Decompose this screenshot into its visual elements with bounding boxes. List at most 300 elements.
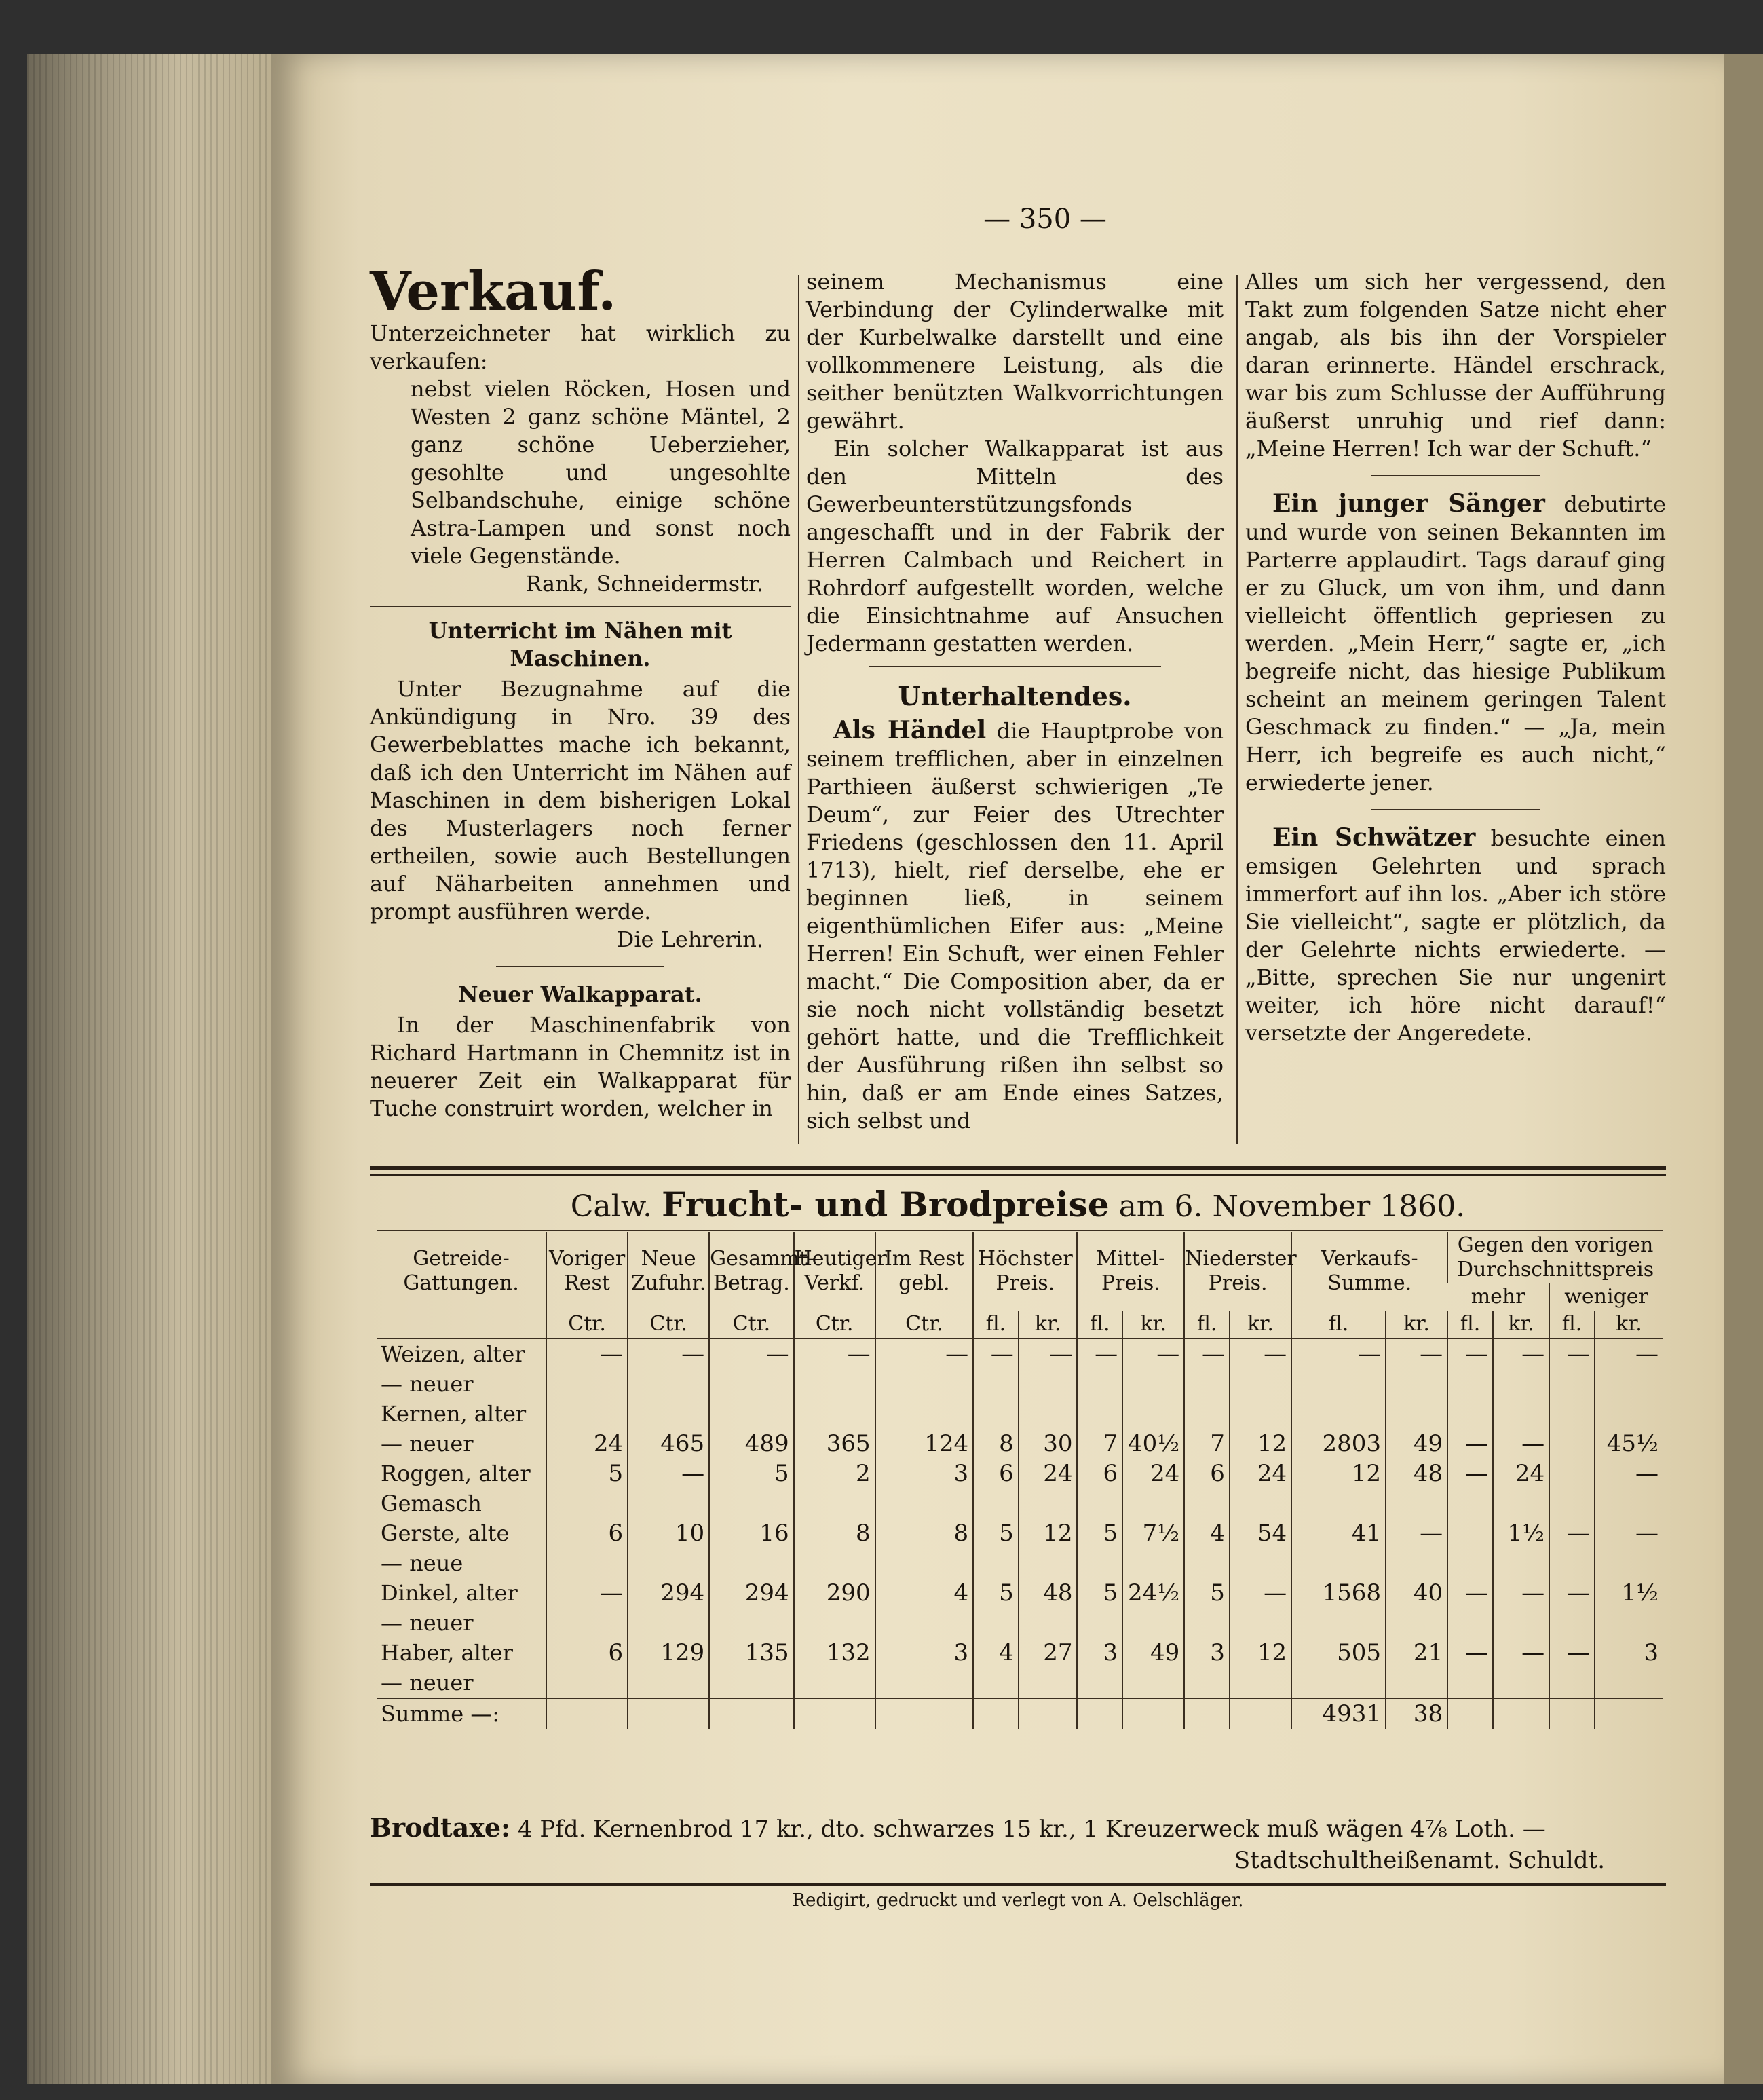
table-cell: 3 <box>875 1459 973 1488</box>
row-label: — neuer <box>381 1670 474 1695</box>
header-voriger-rest: Voriger Rest <box>546 1232 628 1311</box>
table-cell: 5 <box>1184 1578 1230 1608</box>
table-cell: — <box>628 1459 709 1488</box>
row-label: Summe —: <box>377 1698 546 1729</box>
table-cell: 1568 <box>1291 1578 1386 1608</box>
header-mittel: Mittel-Preis. <box>1077 1232 1184 1311</box>
table-cell: — <box>1077 1338 1122 1369</box>
table-cell: — <box>1595 1459 1663 1488</box>
table-cell <box>1230 1668 1291 1698</box>
table-units-row <box>377 1311 1663 1338</box>
table-cell <box>1447 1518 1493 1548</box>
divider <box>1371 809 1540 810</box>
table-cell <box>1291 1488 1386 1518</box>
unit-cell: kr. <box>1122 1311 1184 1338</box>
table-cell <box>1019 1608 1078 1638</box>
table-cell <box>794 1668 875 1698</box>
table-cell <box>1230 1369 1291 1399</box>
table-cell: 6 <box>1184 1459 1230 1488</box>
walk-paragraph-2: Ein solcher Walkapparat ist aus den Mitteln des Gewerbeunterstützungsfonds angeschafft und in der Fabrik der Herren Calmbach und Reichert in Rohrdorf aufgestellt worden, welche die Einsichtnahme auf Ansuchen Jedermann gestatten werden. <box>806 436 1224 656</box>
table-cell: 12 <box>1019 1518 1078 1548</box>
table-row <box>377 1488 1663 1518</box>
table-cell: 290 <box>794 1578 875 1608</box>
table-cell <box>1077 1399 1122 1429</box>
table-cell <box>1184 1668 1230 1698</box>
title-date: am 6. November 1860. <box>1118 1189 1466 1224</box>
table-cell: 7 <box>1184 1429 1230 1459</box>
table-cell: 6 <box>546 1638 628 1668</box>
table-cell <box>1184 1488 1230 1518</box>
header-niederster: Niederster Preis. <box>1184 1232 1291 1311</box>
unit-cell: Ctr. <box>546 1311 628 1338</box>
table-cell <box>1230 1488 1291 1518</box>
unit-cell: Ctr. <box>794 1311 875 1338</box>
verkauf-body: nebst vielen Röcken, Hosen und Westen 2 ganz schöne Mäntel, 2 ganz schöne Ueberzieher, gesohlte und ungesohlte Selbandschuhe, einige schöne Astra-Lampen und sonst noch viele Gegenstände. <box>411 376 791 569</box>
table-row <box>377 1399 1663 1429</box>
divider <box>370 606 791 607</box>
table-cell <box>1447 1608 1493 1638</box>
table-row <box>377 1429 1663 1459</box>
table-cell <box>1230 1548 1291 1578</box>
table-cell <box>1493 1608 1549 1638</box>
table-cell: 16 <box>709 1518 793 1548</box>
unterricht-body: Unter Bezugnahme auf die Ankündigung in Nro. 39 des Gewerbeblattes mache ich bekannt, daß ich den Unterricht im Nähen auf Maschinen in dem bisherigen Lokal des Musterlagers noch ferner ertheilen, sowie auch Bestellungen auf Näharbeiten annehmen und prompt ausführen werde. <box>370 676 791 924</box>
table-cell: — <box>1386 1338 1447 1369</box>
title-main: Frucht- und Brodpreise <box>662 1184 1110 1224</box>
verkauf-signature: Rank, Schneidermstr. <box>525 571 763 597</box>
schwaetzer-body: besuchte einen emsigen Gelehrten und sprach immerfort auf ihn los. „Aber ich störe Sie vielleicht“, sagte er plötzlich, da der Gelehrte nichts erwiederte. — „Bitte, sprechen Sie nur ungenirt weiter, ich höre nicht darauf!“ versetzte der Angeredete. <box>1245 825 1666 1046</box>
table-cell <box>1291 1608 1386 1638</box>
table-cell <box>1549 1698 1595 1729</box>
table-cell: — <box>1122 1338 1184 1369</box>
table-cell <box>546 1548 628 1578</box>
table-cell: — <box>1549 1638 1595 1668</box>
table-cell <box>1549 1399 1595 1429</box>
unit-cell: fl. <box>1549 1311 1595 1338</box>
header-mehr: mehr <box>1471 1285 1525 1309</box>
table-cell: — <box>1230 1338 1291 1369</box>
table-cell <box>1595 1668 1663 1698</box>
unit-cell: fl. <box>1184 1311 1230 1338</box>
table-cell <box>794 1488 875 1518</box>
table-cell: — <box>875 1338 973 1369</box>
table-cell: 27 <box>1019 1638 1078 1668</box>
table-cell: 4 <box>973 1638 1019 1668</box>
table-cell <box>628 1608 709 1638</box>
table-cell <box>1447 1668 1493 1698</box>
table-cell <box>973 1698 1019 1729</box>
column-3 <box>1245 268 1666 1047</box>
table-cell <box>875 1369 973 1399</box>
table-cell <box>1386 1369 1447 1399</box>
price-table <box>377 1232 1663 1729</box>
table-cell: 40½ <box>1122 1429 1184 1459</box>
table-cell <box>875 1608 973 1638</box>
table-cell: 5 <box>1077 1578 1122 1608</box>
table-cell: 465 <box>628 1429 709 1459</box>
table-cell: 3 <box>875 1638 973 1668</box>
table-cell: 5 <box>973 1518 1019 1548</box>
table-cell <box>1291 1399 1386 1429</box>
table-cell: — <box>1493 1638 1549 1668</box>
table-cell: — <box>1447 1638 1493 1668</box>
table-cell <box>1386 1488 1447 1518</box>
table-cell: 5 <box>546 1459 628 1488</box>
brodtaxe-line <box>370 1812 1666 1845</box>
table-cell: 41 <box>1291 1518 1386 1548</box>
table-cell: 505 <box>1291 1638 1386 1668</box>
table-cell <box>1230 1698 1291 1729</box>
table-cell <box>1184 1698 1230 1729</box>
table-cell <box>1595 1608 1663 1638</box>
page-number: — 350 — <box>983 204 1107 235</box>
table-cell: 45½ <box>1595 1429 1663 1459</box>
table-cell <box>546 1369 628 1399</box>
table-cell: 49 <box>1122 1638 1184 1668</box>
table-cell: 365 <box>794 1429 875 1459</box>
unit-cell: fl. <box>1447 1311 1493 1338</box>
table-cell <box>1549 1668 1595 1698</box>
table-cell <box>973 1399 1019 1429</box>
table-cell: — <box>1493 1578 1549 1608</box>
table-cell: 24 <box>546 1429 628 1459</box>
row-label: Haber, alter <box>381 1640 513 1666</box>
table-cell <box>709 1698 793 1729</box>
table-cell <box>973 1548 1019 1578</box>
unit-cell: Ctr. <box>709 1311 793 1338</box>
header-heutiger: Heutiger Verkf. <box>794 1232 875 1311</box>
table-cell <box>709 1548 793 1578</box>
table-cell: 5 <box>973 1578 1019 1608</box>
table-top-rule-thick <box>370 1166 1666 1170</box>
unit-cell: fl. <box>1077 1311 1122 1338</box>
title-place: Calw. <box>570 1189 653 1224</box>
walk-body: In der Maschinenfabrik von Richard Hartmann in Chemnitz ist in neuerer Zeit ein Walkapparat für Tuche construirt worden, welcher in <box>370 1012 791 1121</box>
table-cell <box>1019 1548 1078 1578</box>
header-gesammt: Gesammt-Betrag. <box>709 1232 793 1311</box>
table-cell <box>1447 1369 1493 1399</box>
unit-cell: kr. <box>1386 1311 1447 1338</box>
schwaetzer-lead: Ein Schwätzer <box>1272 823 1476 852</box>
table-cell <box>709 1369 793 1399</box>
walk-continued: seinem Mechanismus eine Verbindung der Cylinderwalke mit der Kurbelwalke darstellt und eine vollkommenere Leistung, als die seither benützten Walkvorrichtungen gewährt. <box>806 269 1224 434</box>
table-cell: 294 <box>709 1578 793 1608</box>
table-cell <box>1077 1608 1122 1638</box>
table-cell <box>1230 1608 1291 1638</box>
table-cell: 4931 <box>1291 1698 1386 1729</box>
table-cell: 40 <box>1386 1578 1447 1608</box>
table-cell: 3 <box>1184 1638 1230 1668</box>
table-cell <box>1549 1548 1595 1578</box>
table-cell <box>1447 1399 1493 1429</box>
brodtaxe-text: 4 Pfd. Kernenbrod 17 kr., dto. schwarzes 15 kr., 1 Kreuzerweck muß wägen 4⅞ Loth. — <box>517 1816 1546 1843</box>
table-cell <box>1493 1548 1549 1578</box>
table-row <box>377 1698 1663 1729</box>
column-2 <box>806 268 1224 1135</box>
header-summe: Verkaufs-Summe. <box>1291 1232 1447 1311</box>
table-cell: 6 <box>546 1518 628 1548</box>
unit-cell: fl. <box>973 1311 1019 1338</box>
table-cell <box>1184 1608 1230 1638</box>
table-cell: 7½ <box>1122 1518 1184 1548</box>
table-cell <box>1184 1399 1230 1429</box>
table-cell: 1½ <box>1493 1518 1549 1548</box>
table-cell <box>1122 1399 1184 1429</box>
brodtaxe-label: Brodtaxe: <box>370 1812 511 1843</box>
table-cell: 3 <box>1595 1638 1663 1668</box>
table-cell <box>1077 1488 1122 1518</box>
table-cell: 3 <box>1077 1638 1122 1668</box>
unit-cell: kr. <box>1493 1311 1549 1338</box>
table-cell <box>1386 1399 1447 1429</box>
table-cell: 6 <box>973 1459 1019 1488</box>
table-cell: 48 <box>1386 1459 1447 1488</box>
table-cell: — <box>1230 1578 1291 1608</box>
table-cell <box>1549 1488 1595 1518</box>
table-cell: — <box>546 1578 628 1608</box>
table-cell: — <box>628 1338 709 1369</box>
row-label: — neuer <box>381 1431 474 1457</box>
table-cell <box>709 1399 793 1429</box>
book-edge-right <box>1724 54 1763 2084</box>
column-rule <box>1236 275 1238 1144</box>
table-cell <box>1447 1698 1493 1729</box>
unterricht-heading: Unterricht im Nähen mit Maschinen. <box>428 618 732 671</box>
table-cell: 4 <box>1184 1518 1230 1548</box>
table-cell <box>1230 1399 1291 1429</box>
footer-rule <box>370 1883 1666 1886</box>
table-cell <box>628 1369 709 1399</box>
row-label: — neuer <box>381 1371 474 1397</box>
table-cell <box>628 1668 709 1698</box>
table-cell <box>1447 1548 1493 1578</box>
table-header-row <box>377 1232 1663 1283</box>
table-cell <box>709 1488 793 1518</box>
table-cell <box>1019 1698 1078 1729</box>
table-cell <box>875 1698 973 1729</box>
table-cell <box>1122 1608 1184 1638</box>
table-cell: 294 <box>628 1578 709 1608</box>
table-cell <box>1184 1369 1230 1399</box>
column-rule <box>798 275 799 1144</box>
table-cell <box>628 1488 709 1518</box>
unit-cell: fl. <box>1291 1311 1386 1338</box>
table-cell <box>1019 1369 1078 1399</box>
table-cell <box>628 1548 709 1578</box>
header-neue-zufuhr: Neue Zufuhr. <box>628 1232 709 1311</box>
row-label: Roggen, alter <box>381 1461 531 1486</box>
row-label: Weizen, alter <box>381 1341 525 1367</box>
table-cell <box>1549 1369 1595 1399</box>
table-cell <box>1122 1488 1184 1518</box>
row-label: — neuer <box>381 1610 474 1636</box>
table-cell <box>794 1698 875 1729</box>
table-cell <box>973 1488 1019 1518</box>
table-cell: 135 <box>709 1638 793 1668</box>
table-rule <box>377 1230 1663 1231</box>
table-cell: 8 <box>875 1518 973 1548</box>
book-edge-left <box>27 54 285 2084</box>
unit-cell: Ctr. <box>875 1311 973 1338</box>
table-cell: 4 <box>875 1578 973 1608</box>
table-cell <box>973 1668 1019 1698</box>
table-cell <box>794 1608 875 1638</box>
table-cell <box>1077 1668 1122 1698</box>
table-cell: — <box>1019 1338 1078 1369</box>
table-cell: 24 <box>1230 1459 1291 1488</box>
table-row <box>377 1459 1663 1488</box>
table-cell <box>973 1369 1019 1399</box>
table-cell: — <box>1386 1518 1447 1548</box>
table-cell <box>628 1399 709 1429</box>
imprint: Redigirt, gedruckt und verlegt von A. Oelschläger. <box>792 1890 1244 1911</box>
saenger-lead: Ein junger Sänger <box>1272 489 1545 518</box>
table-cell: 8 <box>973 1429 1019 1459</box>
table-cell: 7 <box>1077 1429 1122 1459</box>
table-cell: 24 <box>1122 1459 1184 1488</box>
table-cell <box>1291 1668 1386 1698</box>
table-cell: — <box>1291 1338 1386 1369</box>
table-row <box>377 1668 1663 1698</box>
table-cell <box>1019 1668 1078 1698</box>
table-cell: 489 <box>709 1429 793 1459</box>
table-cell <box>1493 1668 1549 1698</box>
table-cell: — <box>1549 1578 1595 1608</box>
table-cell <box>1122 1668 1184 1698</box>
verkauf-title: Verkauf. <box>370 261 617 322</box>
brodtaxe-signature: Stadtschultheißenamt. Schuldt. <box>1234 1847 1605 1874</box>
table-cell <box>973 1608 1019 1638</box>
divider <box>496 966 664 967</box>
table-cell <box>875 1488 973 1518</box>
table-cell <box>1386 1608 1447 1638</box>
table-cell <box>1549 1608 1595 1638</box>
table-cell: 12 <box>1230 1638 1291 1668</box>
table-cell: 21 <box>1386 1638 1447 1668</box>
table-cell: 5 <box>709 1459 793 1488</box>
table-cell <box>546 1488 628 1518</box>
table-cell: — <box>1595 1518 1663 1548</box>
table-cell <box>1549 1459 1595 1488</box>
table-cell: 12 <box>1230 1429 1291 1459</box>
table-cell <box>1077 1369 1122 1399</box>
table-cell <box>546 1608 628 1638</box>
table-cell <box>1077 1548 1122 1578</box>
table-cell: 2803 <box>1291 1429 1386 1459</box>
unit-cell: kr. <box>1595 1311 1663 1338</box>
table-cell: 49 <box>1386 1429 1447 1459</box>
haendel-lead: Als Händel <box>833 716 987 745</box>
table-cell: 5 <box>1077 1518 1122 1548</box>
table-cell <box>794 1399 875 1429</box>
table-cell: — <box>1447 1429 1493 1459</box>
table-cell: — <box>1493 1429 1549 1459</box>
table-cell <box>1493 1399 1549 1429</box>
table-cell <box>546 1698 628 1729</box>
table-cell <box>1122 1369 1184 1399</box>
table-cell: 132 <box>794 1638 875 1668</box>
table-cell: — <box>1447 1338 1493 1369</box>
table-cell: — <box>1184 1338 1230 1369</box>
unit-cell <box>377 1311 546 1338</box>
table-cell: 10 <box>628 1518 709 1548</box>
row-label: Gemasch <box>381 1490 482 1516</box>
table-cell <box>1595 1548 1663 1578</box>
table-cell <box>1291 1548 1386 1578</box>
haendel-paragraph <box>806 717 1224 1135</box>
unterhaltendes-heading: Unterhaltendes. <box>898 681 1132 711</box>
table-cell <box>546 1668 628 1698</box>
table-row <box>377 1638 1663 1668</box>
table-row <box>377 1518 1663 1548</box>
verkauf-ad <box>370 261 791 598</box>
table-cell: 129 <box>628 1638 709 1668</box>
table-cell <box>709 1608 793 1638</box>
row-label: Dinkel, alter <box>381 1580 518 1606</box>
row-label: — neue <box>381 1550 463 1576</box>
table-cell <box>1386 1548 1447 1578</box>
table-cell: 30 <box>1019 1429 1078 1459</box>
column-1 <box>370 261 791 1123</box>
table-row <box>377 1338 1663 1369</box>
table-cell <box>875 1548 973 1578</box>
table-cell: — <box>1549 1338 1595 1369</box>
table-cell <box>1549 1429 1595 1459</box>
table-cell <box>1122 1698 1184 1729</box>
table-cell: — <box>1447 1578 1493 1608</box>
haendel-body: die Hauptprobe von seinem trefflichen, aber in einzelnen Parthieen äußerst schwierigen „Te Deum“, zur Feier des Utrechter Friedens (geschlossen den 11. April 1713), hielt, rief derselbe, ehe er beginnen ließ, in seinem eigenthümlichen Eifer aus: „Meine Herren! Ein Schuft, wer einen Fehler macht.“ Die Composition aber, da er sie noch nicht vollständig besetzt gehört hatte, und die Trefflichkeit der Ausführung rißen ihn selbst so hin, daß er am Ende eines Satzes, sich selbst und <box>806 718 1224 1133</box>
unit-cell: Ctr. <box>628 1311 709 1338</box>
header-im-rest: Im Rest gebl. <box>875 1232 973 1311</box>
table-cell <box>546 1399 628 1429</box>
table-cell: 12 <box>1291 1459 1386 1488</box>
table-cell: 1½ <box>1595 1578 1663 1608</box>
table-cell: 6 <box>1077 1459 1122 1488</box>
schwaetzer-paragraph <box>1245 824 1666 1047</box>
price-table-title <box>370 1184 1666 1224</box>
table-cell <box>794 1548 875 1578</box>
unterricht-signature: Die Lehrerin. <box>616 926 763 952</box>
table-cell <box>1493 1698 1549 1729</box>
table-cell <box>1595 1488 1663 1518</box>
table-cell: 24 <box>1019 1459 1078 1488</box>
table-cell: 124 <box>875 1429 973 1459</box>
table-cell <box>1184 1548 1230 1578</box>
table-cell <box>1019 1488 1078 1518</box>
table-row <box>377 1369 1663 1399</box>
table-cell: — <box>794 1338 875 1369</box>
table-cell <box>1447 1488 1493 1518</box>
table-row <box>377 1608 1663 1638</box>
saenger-paragraph <box>1245 490 1666 797</box>
table-row <box>377 1548 1663 1578</box>
brodtaxe <box>370 1812 1666 1876</box>
table-row <box>377 1578 1663 1608</box>
row-label: Gerste, alte <box>381 1520 510 1546</box>
table-cell <box>1019 1399 1078 1429</box>
divider <box>869 666 1161 667</box>
table-cell: 48 <box>1019 1578 1078 1608</box>
table-cell: — <box>709 1338 793 1369</box>
table-cell <box>1493 1369 1549 1399</box>
table-cell <box>1595 1369 1663 1399</box>
table-cell: — <box>1595 1338 1663 1369</box>
table-cell <box>1595 1399 1663 1429</box>
walk-heading: Neuer Walkapparat. <box>458 981 702 1007</box>
haendel-continued: Alles um sich her vergessend, den Takt zum folgenden Satze nicht eher angab, als bis ihn der Vorspieler daran erinnerte. Händel erschrack, war bis zum Schlusse der Aufführung äußerst unruhig und rief dann: „Meine Herren! Ich war der Schuft.“ <box>1245 269 1666 462</box>
table-cell <box>628 1698 709 1729</box>
table-cell <box>875 1399 973 1429</box>
